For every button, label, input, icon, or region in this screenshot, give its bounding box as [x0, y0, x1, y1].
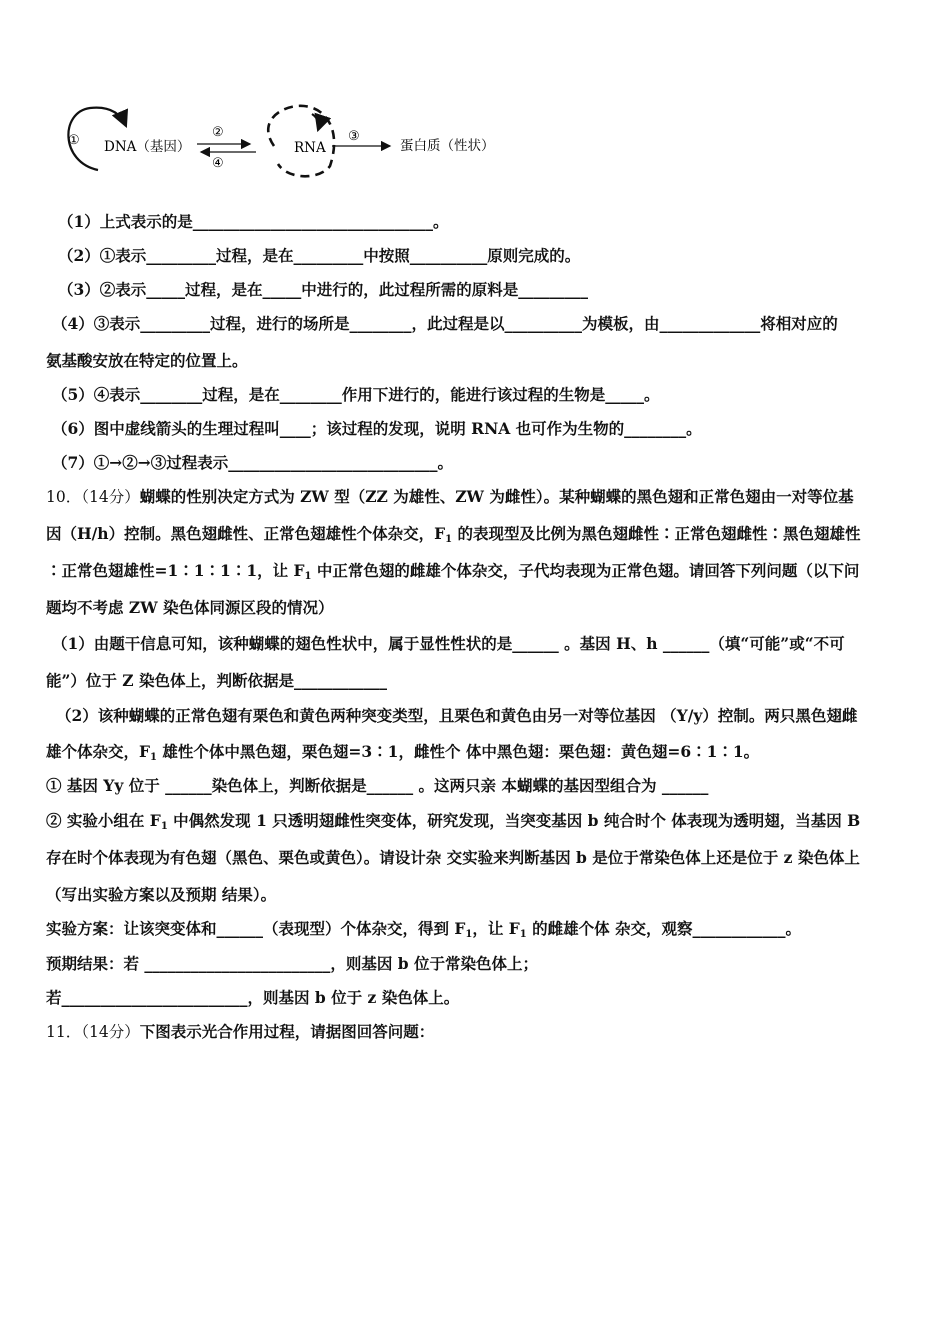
q10-part-2-1: ① 基因 Yy 位于 ______染色体上，判断依据是______ 。这两只亲 本蝴蝶的基因型组合为 ______	[46, 776, 709, 795]
q10-part-2-2-cont: 存在时个体表现为有色翅（黑色、栗色或黄色）。请设计杂 交实验来判断基因 b 是位于常染色体上还是位于 z 染色体上	[46, 848, 860, 867]
marker-3: ③	[348, 129, 360, 144]
q9-part-7: （7）①→②→③过程表示___________________________。	[52, 453, 454, 472]
q10-intro-line-3: ∶正常色翅雄性=1∶1∶1∶1，让 $F_1$ 中正常色翅的雌雄个体杂交，子代均表现为正常色翅。请回答下列问题（以下问	[46, 561, 860, 582]
q9-part-2: （2）①表示_________过程，是在_________中按照__________原则完成的。	[58, 246, 581, 265]
q9-part-4: （4）③表示_________过程，进行的场所是________，此过程是以__________为模板，由_____________将相对应的	[52, 314, 838, 333]
rna-loop-arrowhead	[312, 114, 319, 130]
marker-2: ②	[212, 125, 224, 140]
q9-part-3: （3）②表示_____过程，是在_____中进行的，此过程所需的原料是_________	[58, 280, 589, 299]
protein-label: 蛋白质（性状）	[400, 138, 495, 154]
q10-part-1-cont: 能”）位于 Z 染色体上，判断依据是____________	[46, 671, 388, 690]
q9-part-1: （1）上式表示的是_______________________________。	[58, 212, 449, 231]
q10-part-2: （2）该种蝴蝶的正常色翅有栗色和黄色两种突变类型，且栗色和黄色由另一对等位基因 （Y/y）控制。两只黑色翅雌	[56, 706, 858, 725]
rna-label: RNA	[294, 140, 326, 156]
q10-number: 10．（14分）	[46, 488, 140, 506]
q11-number: 11．（14分）	[46, 1023, 140, 1041]
q10-part-1: （1）由题干信息可知，该种蝴蝶的翅色性状中，属于显性性状的是______ 。基因 H、h ______（填“可能”或“不可	[52, 634, 845, 653]
q9-part-5: （5）④表示________过程，是在________作用下进行的，能进行该过程的生物是_____。	[52, 385, 660, 404]
q10-part-2-2-cont2: （写出实验方案以及预期 结果）。	[46, 885, 277, 904]
central-dogma-diagram	[60, 100, 520, 185]
q10-part-2-2: ② 实验小组在 $F_1$ 中偶然发现 1 只透明翅雌性突变体，研究发现，当突变基因 b 纯合时个 体表现为透明翅，当基因 B	[46, 811, 861, 832]
q10-expected-result-1: 预期结果：若 ________________________，则基因 b 位于常染色体上；	[46, 954, 539, 973]
q9-part-4-cont: 氨基酸安放在特定的位置上。	[46, 351, 248, 370]
q9-part-6: （6）图中虚线箭头的生理过程叫____；该过程的发现，说明 RNA 也可作为生物的________。	[52, 419, 702, 438]
q10-intro-line-2: 因（H/h）控制。黑色翅雌性、正常色翅雄性个体杂交，$F_1$ 的表现型及比例为黑色翅雌性∶正常色翅雌性∶黑色翅雄性	[46, 524, 861, 545]
q10-part-2-cont: 雄个体杂交，$F_1$ 雄性个体中黑色翅，栗色翅=3∶1，雌性个 体中黑色翅：栗色翅：黄色翅=6∶1∶1。	[46, 742, 760, 763]
marker-1: ①	[68, 133, 80, 148]
marker-4: ④	[212, 156, 224, 171]
dna-label: DNA（基因）	[104, 139, 191, 155]
q10-intro-line-4: 题均不考虑 ZW 染色体同源区段的情况）	[46, 598, 334, 617]
q10-expected-result-2: 若________________________，则基因 b 位于 z 染色体上。	[46, 988, 460, 1007]
q10-intro-line-1: 10．（14分）蝴蝶的性别决定方式为 ZW 型（ZZ 为雄性、ZW 为雌性）。某种蝴蝶的黑色翅和正常色翅由一对等位基	[46, 487, 854, 506]
q10-experiment-plan: 实验方案：让该突变体和______（表现型）个体杂交，得到 $F_1$，让 $F_1$ 的雌雄个体 杂交，观察____________。	[46, 919, 802, 940]
q11-intro: 11．（14分）下图表示光合作用过程，请据图回答问题：	[46, 1022, 435, 1041]
